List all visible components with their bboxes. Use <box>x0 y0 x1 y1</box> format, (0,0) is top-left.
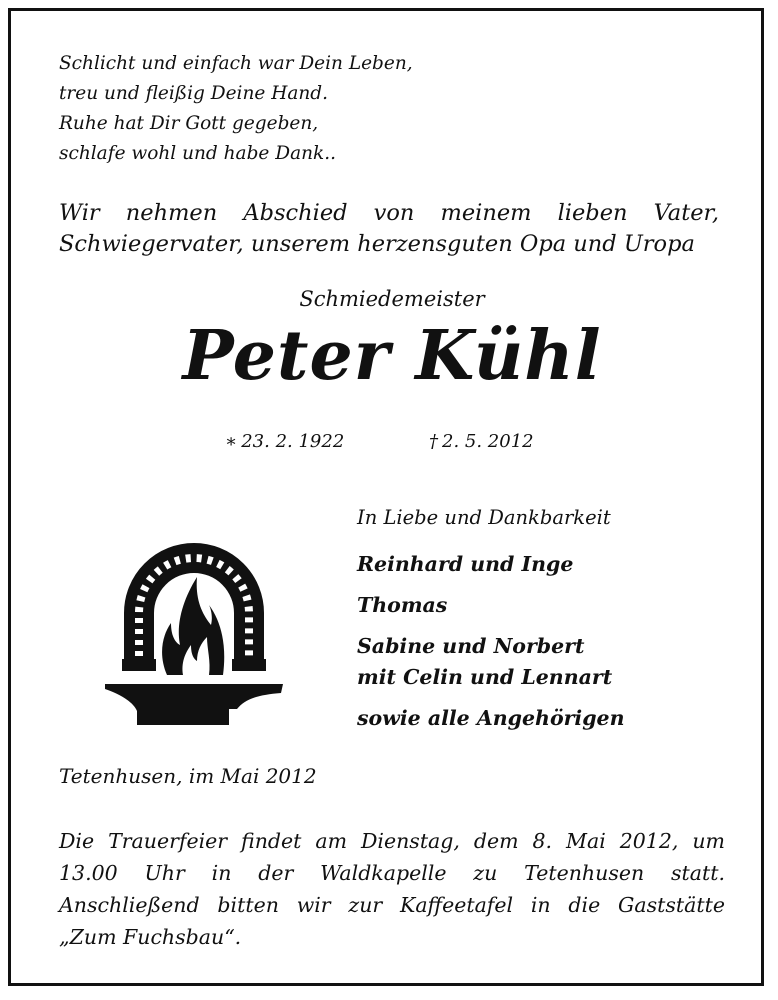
poem-line: schlafe wohl und habe Dank.. <box>59 143 336 164</box>
funeral-line: 13.00 Uhr in der Waldkapelle zu Tetenhusen statt. <box>59 861 725 885</box>
birth-date <box>225 431 348 452</box>
mourner-name: Sabine und Norbert <box>357 634 585 658</box>
poem-line: treu und fleißig Deine Hand. <box>59 83 329 104</box>
deceased-name: Peter Kühl <box>182 316 602 396</box>
funeral-line: Anschließend bitten wir zur Kaffeetafel in die Gaststätte <box>59 893 725 917</box>
intro-line: Schwiegervater, unserem herzensguten Opa und Uropa <box>59 231 695 257</box>
mourner-name: Thomas <box>357 593 448 617</box>
poem-line: Ruhe hat Dir Gott gegeben, <box>59 113 319 134</box>
mourner-name: sowie alle Angehörigen <box>357 706 625 730</box>
birth-date-value: 23. 2. 1922 <box>241 431 345 452</box>
obituary-notice <box>8 8 764 986</box>
farewell-intro <box>59 198 719 260</box>
funeral-info <box>59 825 725 953</box>
death-date <box>429 431 538 452</box>
mourner-name: Reinhard und Inge <box>357 552 574 576</box>
dedication: In Liebe und Dankbarkeit <box>357 506 611 529</box>
intro-line: Wir nehmen Abschied von meinem lieben Vater, <box>59 200 719 226</box>
poem <box>59 49 413 169</box>
death-date-value: 2. 5. 2012 <box>442 431 534 452</box>
funeral-line: Die Trauerfeier findet am Dienstag, dem 8. Mai 2012, um <box>59 829 725 853</box>
mourner-name: mit Celin und Lennart <box>357 665 613 689</box>
mourners-list <box>357 549 625 734</box>
poem-line: Schlicht und einfach war Dein Leben, <box>59 53 413 74</box>
profession: Schmiedemeister <box>299 287 485 311</box>
death-symbol: † <box>429 431 438 452</box>
funeral-line: „Zum Fuchsbau“. <box>59 925 242 949</box>
place-date: Tetenhusen, im Mai 2012 <box>59 764 317 788</box>
birth-symbol: ∗ <box>225 431 238 452</box>
horseshoe-anvil-flame-icon <box>97 529 291 729</box>
